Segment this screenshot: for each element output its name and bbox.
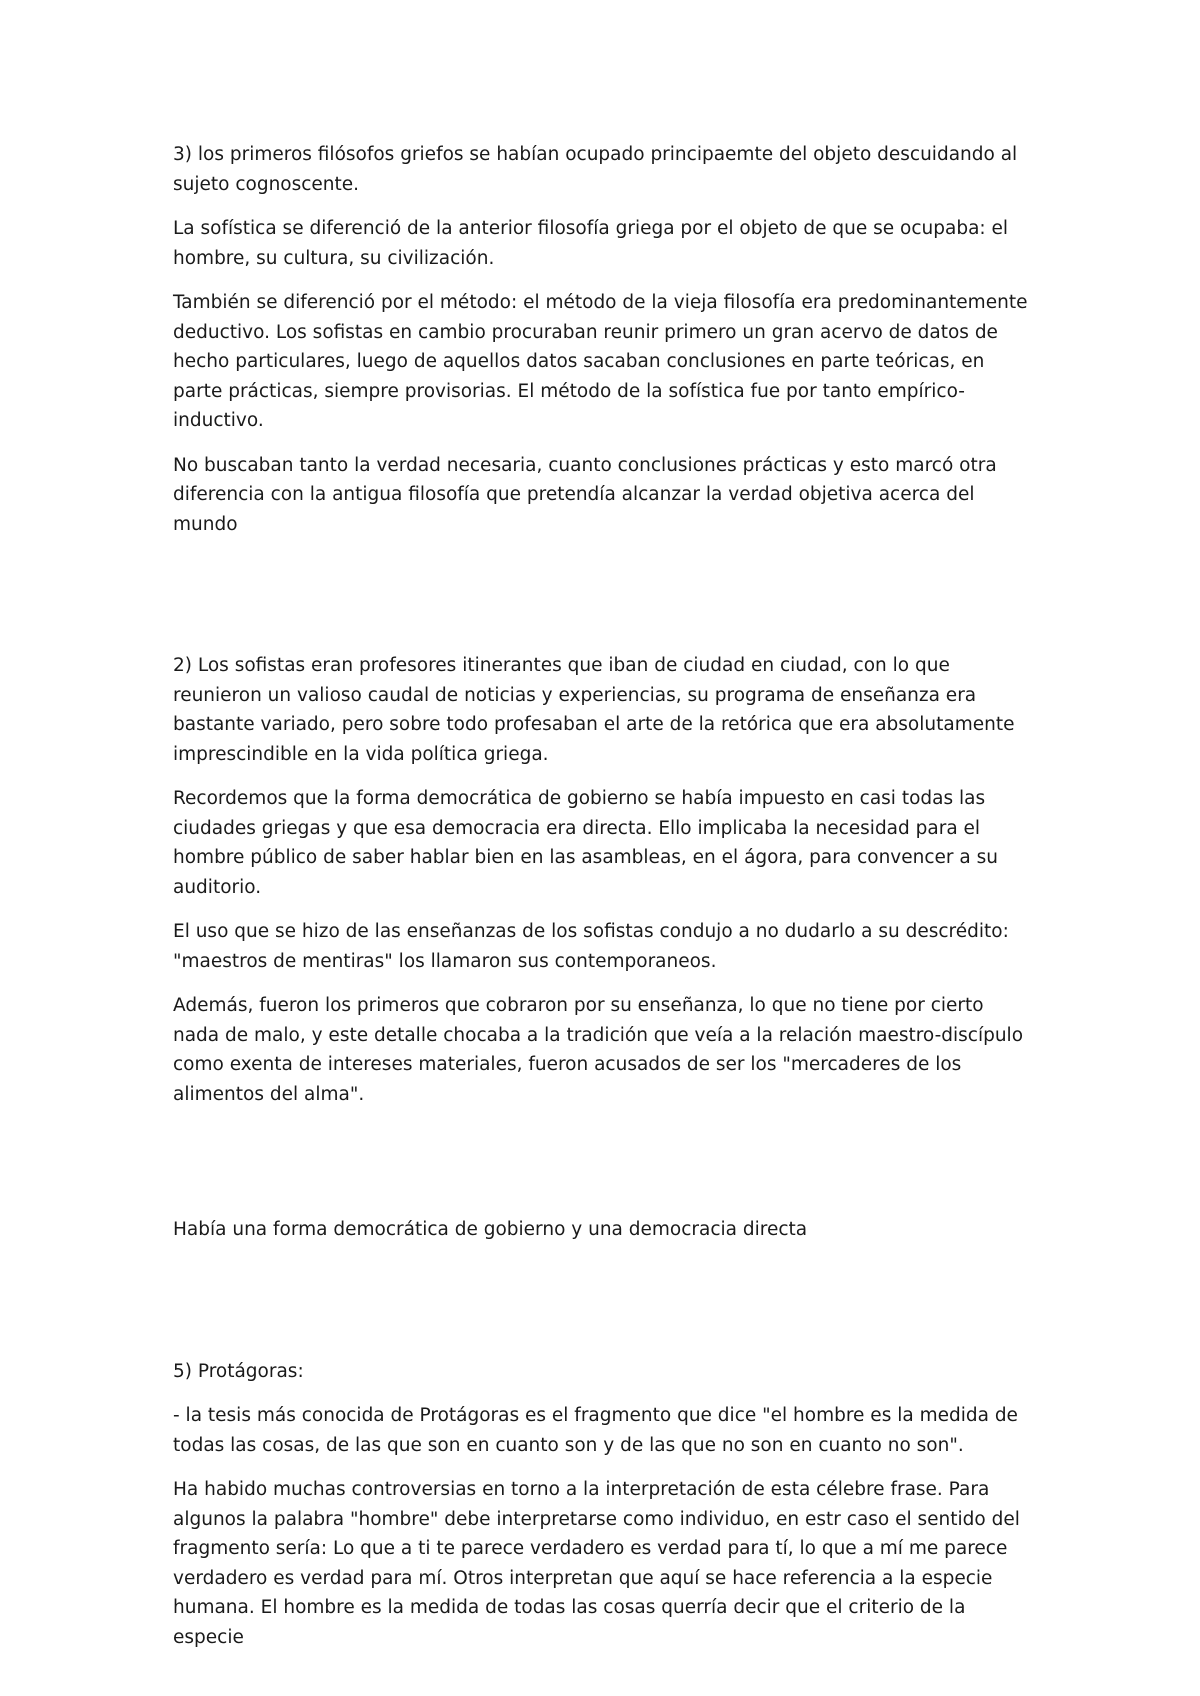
section-2-paragraph-2: Recordemos que la forma democrática de gobierno se había impuesto en casi todas las ciudades griegas y que esa democracia era directa. Ello implicaba la necesidad para el hombre público de saber hablar bien en las asambleas, en el ágora, para convencer a su auditorio.	[173, 788, 998, 898]
section-5-paragraph-1: - la tesis más conocida de Protágoras es el fragmento que dice "el hombre es la medida de todas las cosas, de las que son en cuanto son y de las que no son en cuanto no son".	[173, 1405, 1018, 1456]
summary-line: Había una forma democrática de gobierno y una democracia directa	[173, 1219, 808, 1240]
section-3-paragraph-4: No buscaban tanto la verdad necesaria, cuanto conclusiones prácticas y esto marcó otra diferencia con la antigua filosofía que pretendía alcanzar la verdad objetiva acerca del mundo	[173, 454, 997, 535]
section-2-paragraph-3: El uso que se hizo de las enseñanzas de los sofistas condujo a no dudarlo a su descrédito: "maestros de mentiras" los llamaron sus contemporaneos.	[173, 921, 1009, 972]
section-5-paragraph-2: Ha habido muchas controversias en torno a la interpretación de esta célebre frase. Para algunos la palabra "hombre" debe interpretarse como individuo, en estr caso el sentido del fragmento sería: Lo que a ti te parece verdadero es verdad para tí, lo que a mí me parece verdadero es verdad para mí. Otros interpretan que aquí se hace referencia a la especie humana. El hombre es la medida de todas las cosas querría decir que el criterio de la especie	[173, 1479, 1020, 1648]
section-2-paragraph-4: Además, fueron los primeros que cobraron por su enseñanza, lo que no tiene por cierto nada de malo, y este detalle chocaba a la tradición que veía a la relación maestro-discípulo como exenta de intereses materiales, fueron acusados de ser los "mercaderes de los alimentos del alma".	[173, 995, 1024, 1105]
section-3-paragraph-1: 3) los primeros filósofos griefos se habían ocupado principaemte del objeto descuidando al sujeto cognoscente.	[173, 144, 1018, 195]
section-3-paragraph-2: La sofística se diferenció de la anterior filosofía griega por el objeto de que se ocupaba: el hombre, su cultura, su civilización.	[173, 218, 1009, 269]
blank-space	[173, 1260, 1030, 1357]
blank-space	[173, 1124, 1030, 1215]
section-3-paragraph-3: También se diferenció por el método: el método de la vieja filosofía era predominantemente deductivo. Los sofistas en cambio procuraban reunir primero un gran acervo de datos de hecho particulares, luego de aquellos datos sacaban conclusiones en parte teóricas, en parte prácticas, siempre provisorias. El método de la sofística fue por tanto empírico-inductivo.	[173, 292, 1028, 431]
section-5-heading: 5) Protágoras:	[173, 1360, 304, 1382]
section-2-paragraph-1: 2) Los sofistas eran profesores itinerantes que iban de ciudad en ciudad, con lo que reunieron un valioso caudal de noticias y experiencias, su programa de enseñanza era bastante variado, pero sobre todo profesaban el arte de la retórica que era absolutamente imprescindible en la vida política griega.	[173, 655, 1015, 765]
blank-space	[173, 554, 1030, 651]
